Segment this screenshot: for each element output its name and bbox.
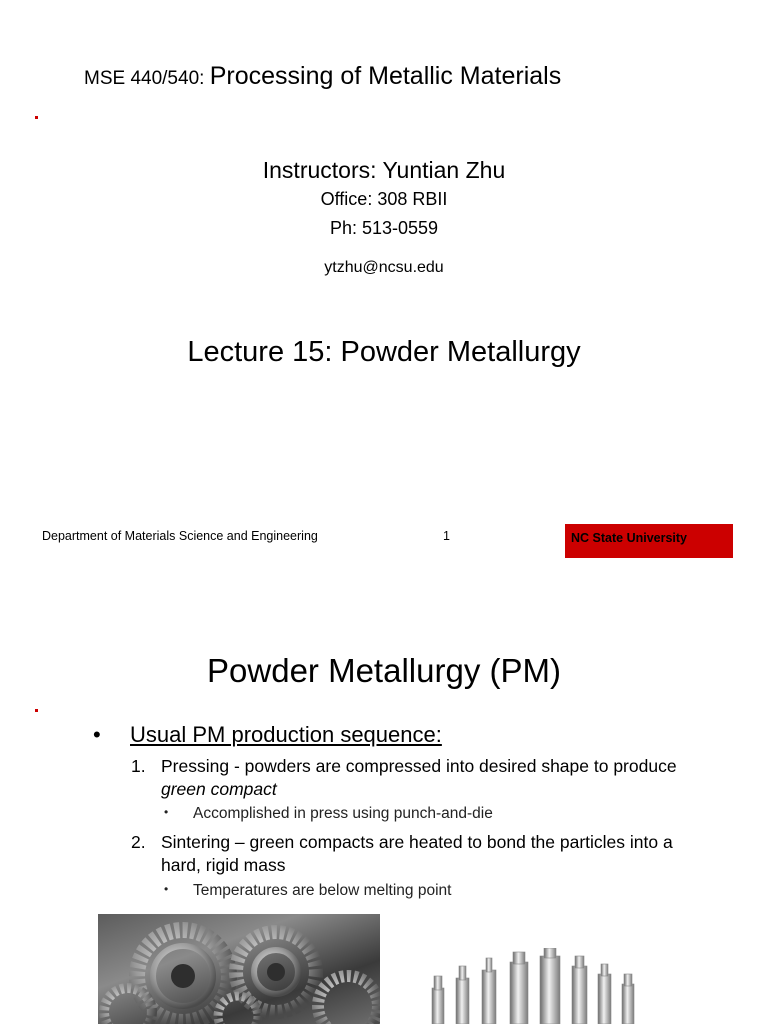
course-name: Processing of Metallic Materials: [209, 62, 562, 90]
gears-photo: [98, 914, 380, 1024]
footer-page-number: 1: [443, 529, 450, 543]
main-bullet: [93, 722, 442, 748]
gears-illustration: [98, 914, 380, 1024]
bullet-symbol: •: [93, 722, 101, 747]
item-text-italic: green compact: [161, 779, 277, 799]
phone-line: Ph: 513-0559: [329, 218, 439, 238]
content-slide: [0, 580, 768, 1024]
footer-department: Department of Materials Science and Engineering: [42, 529, 318, 543]
office-line: Office: 308 RBII: [320, 189, 448, 209]
sub-bullet-text: Temperatures are below melting point: [193, 882, 452, 899]
sub-bullet-symbol: •: [164, 805, 169, 819]
item-number: 1.: [131, 756, 146, 776]
pins-photo: [420, 948, 650, 1024]
main-bullet-label: Usual PM production sequence:: [130, 722, 442, 747]
pins-illustration: [420, 948, 650, 1024]
item-text: [161, 755, 701, 801]
university-badge-label: NC State University: [571, 531, 688, 545]
item-text: Sintering – green compacts are heated to bond the particles into a hard, rigid mass: [161, 832, 673, 875]
sub-bullet-symbol: •: [164, 882, 169, 896]
red-dot-marker: [35, 116, 38, 119]
gear-shape: [104, 930, 378, 1024]
lecture-title: Lecture 15: Powder Metallurgy: [187, 336, 581, 368]
instructors-line: Instructors: Yuntian Zhu: [262, 157, 506, 183]
sub-bullet-item: [164, 882, 451, 900]
slide-title: Powder Metallurgy (PM): [207, 652, 561, 689]
item-text-main: Pressing - powders are compressed into desired shape to produce: [161, 756, 677, 776]
course-title: [84, 62, 561, 91]
email-line: ytzhu@ncsu.edu: [324, 259, 444, 276]
university-badge: [565, 524, 733, 558]
item-number: 2.: [131, 832, 146, 852]
sub-bullet-item: [164, 805, 493, 823]
sub-bullet-text: Accomplished in press using punch-and-die: [193, 805, 493, 822]
red-dot-marker: [35, 709, 38, 712]
course-code: MSE 440/540:: [84, 68, 210, 89]
